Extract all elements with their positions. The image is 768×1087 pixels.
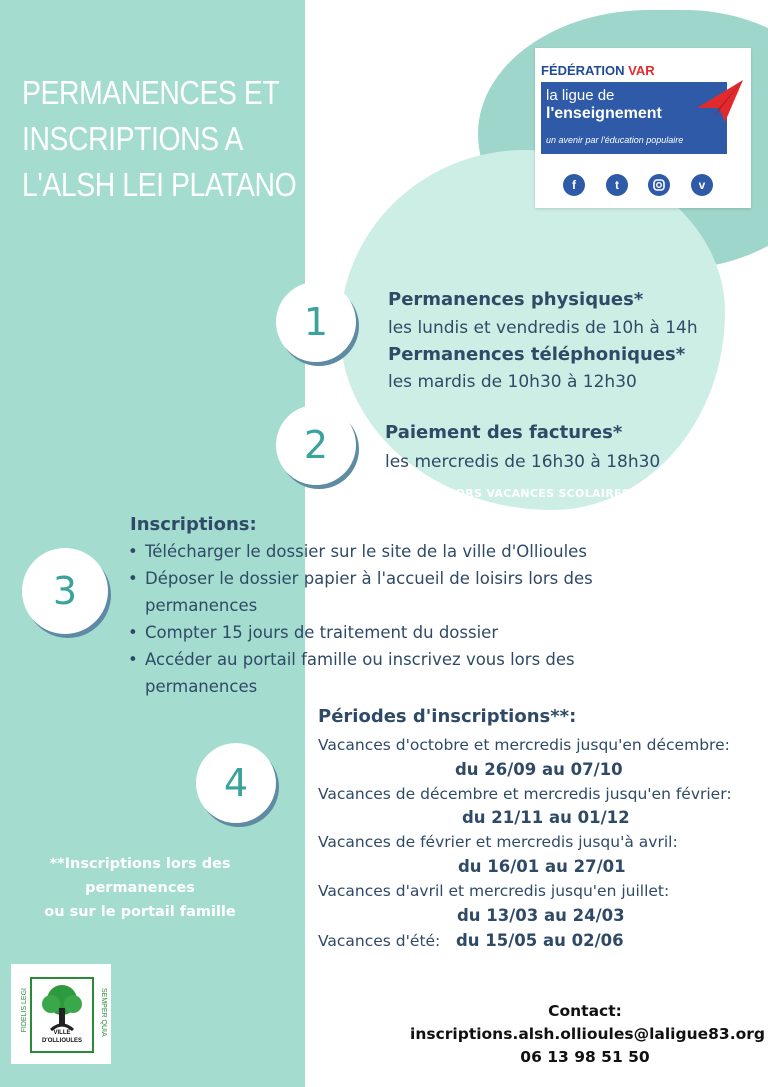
facebook-icon[interactable]: f — [563, 174, 585, 196]
phone-permanence-title: Permanences téléphoniques* — [388, 344, 686, 365]
list-item: • Télécharger le dossier sur le site de la ville d'Ollioules — [128, 538, 648, 565]
period-2-label: Vacances de décembre et mercredis jusqu'en février: — [318, 785, 732, 803]
title-line-3: L'ALSH LEI PLATANO — [22, 166, 297, 203]
seal-right-text: SEMPER QUIA — [100, 988, 107, 1037]
footnote-line-2: permanences — [85, 880, 195, 896]
registration-title: Inscriptions: — [130, 514, 257, 535]
period-4-dates: du 13/03 au 24/03 — [457, 906, 625, 925]
logo-federation-label: FÉDÉRATION — [541, 63, 625, 78]
contact-label: Contact: — [548, 1002, 622, 1020]
registration-steps-list — [128, 538, 648, 700]
seal-left-text: FIDELIS LEGI — [21, 988, 28, 1033]
step-2-circle: 2 — [276, 405, 356, 485]
phone-permanence-hours: les mardis de 10h30 à 12h30 — [388, 372, 637, 392]
period-3-dates: du 16/01 au 27/01 — [458, 857, 626, 876]
ollioules-city-seal — [11, 964, 111, 1064]
title-line-1: PERMANENCES ET — [22, 74, 280, 111]
period-1-dates: du 26/09 au 07/10 — [455, 760, 623, 779]
footnote-line-3: ou sur le portail famille — [44, 904, 236, 920]
physical-permanence-title: Permanences physiques* — [388, 289, 644, 310]
period-1-label: Vacances d'octobre et mercredis jusqu'en décembre: — [318, 736, 730, 754]
title-line-2: INSCRIPTIONS A — [22, 120, 244, 157]
contact-phone[interactable]: 06 13 98 51 50 — [520, 1048, 650, 1066]
registration-footnote — [40, 852, 240, 924]
logo-line-1: la ligue de — [546, 87, 615, 104]
period-2-dates: du 21/11 au 01/12 — [462, 808, 630, 827]
ligue-enseignement-logo — [535, 48, 751, 208]
list-item: • Compter 15 jours de traitement du dossier — [128, 619, 648, 646]
logo-tagline: un avenir par l'éducation populaire — [546, 135, 684, 145]
list-item: • Déposer le dossier papier à l'accueil de loisirs lors des permanences — [128, 565, 648, 619]
period-3-label: Vacances de février et mercredis jusqu'à avril: — [318, 833, 678, 851]
list-item: • Accéder au portail famille ou inscrivez vous lors des permanences — [128, 646, 648, 700]
invoice-payment-title: Paiement des factures* — [385, 422, 623, 443]
logo-federation — [541, 63, 655, 78]
logo-line-2: l'enseignement — [546, 105, 662, 122]
contact-email-link[interactable]: inscriptions.alsh.ollioules@laligue83.org — [410, 1025, 765, 1043]
physical-permanence-hours: les lundis et vendredis de 10h à 14h — [388, 318, 698, 338]
registration-periods-title: Périodes d'inscriptions**: — [318, 706, 577, 727]
logo-region: VAR — [628, 63, 655, 78]
step-4-circle: 4 — [196, 743, 276, 823]
page-title — [22, 70, 297, 208]
footnote-line-1: **Inscriptions lors des — [49, 856, 231, 872]
instagram-icon[interactable] — [648, 174, 670, 196]
step-3-circle: 3 — [22, 548, 108, 634]
twitter-icon[interactable]: t — [606, 174, 628, 196]
contact-block — [410, 1000, 765, 1069]
paper-plane-icon — [695, 78, 745, 128]
period-5-dates: du 15/05 au 02/06 — [456, 931, 624, 950]
vimeo-icon[interactable]: v — [691, 174, 713, 196]
invoice-payment-hours: les mercredis de 16h30 à 18h30 — [385, 452, 661, 472]
seal-bottom-line-2: D'OLLIOULES — [41, 1038, 83, 1044]
step-1-circle: 1 — [276, 282, 356, 362]
school-holidays-note: *HORS VACANCES SCOLAIRES — [440, 487, 631, 500]
seal-bottom-line-1: VILLE — [53, 1030, 71, 1036]
period-5-label: Vacances d'été: — [318, 932, 441, 950]
period-4-label: Vacances d'avril et mercredis jusqu'en juillet: — [318, 882, 670, 900]
